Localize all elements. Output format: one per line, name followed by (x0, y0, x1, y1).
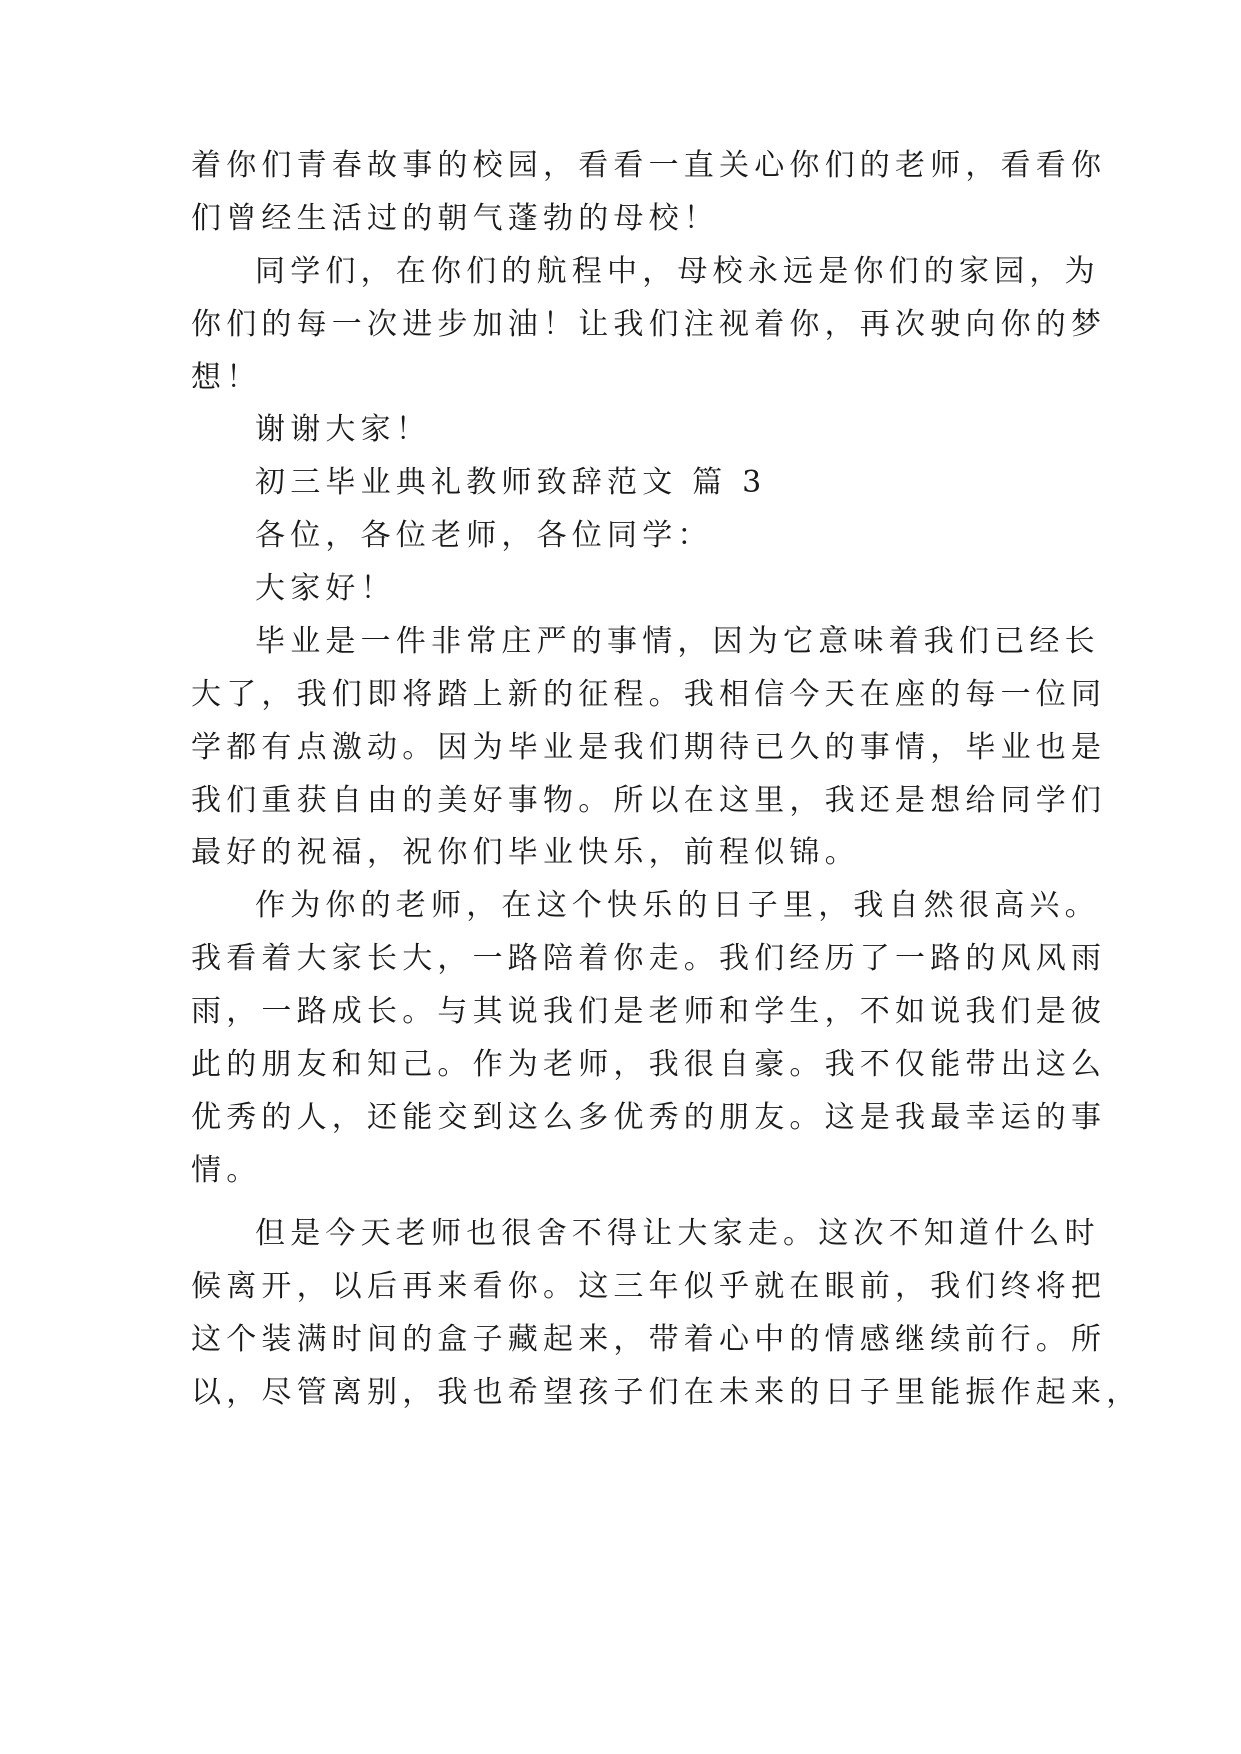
text-line: 同学们，在你们的航程中，母校永远是你们的家园，为 (255, 254, 1100, 289)
text-line: 大家好！ (255, 571, 396, 606)
text-line: 谢谢大家！ (255, 412, 431, 447)
text-line: 着你们青春故事的校园，看看一直关心你们的老师，看看你 (191, 148, 1107, 183)
text-line: 候离开，以后再来看你。这三年似乎就在眼前，我们终将把 (191, 1269, 1107, 1304)
text-line: 们曾经生活过的朝气蓬勃的母校！ (191, 201, 719, 236)
section-heading: 初三毕业典礼教师致辞范文 篇 3 (255, 465, 767, 500)
text-line: 这个装满时间的盒子藏起来，带着心中的情感继续前行。所 (191, 1322, 1107, 1357)
text-line: 以，尽管离别，我也希望孩子们在未来的日子里能振作起来， (191, 1375, 1142, 1410)
text-line: 想！ (191, 360, 262, 395)
text-line: 但是今天老师也很舍不得让大家走。这次不知道什么时 (255, 1216, 1100, 1251)
text-line: 最好的祝福，祝你们毕业快乐，前程似锦。 (191, 835, 860, 870)
text-line: 我看着大家长大，一路陪着你走。我们经历了一路的风风雨 (191, 941, 1107, 976)
text-line: 大了，我们即将踏上新的征程。我相信今天在座的每一位同 (191, 677, 1107, 712)
text-line: 优秀的人，还能交到这么多优秀的朋友。这是我最幸运的事 (191, 1100, 1107, 1135)
text-line: 我们重获自由的美好事物。所以在这里，我还是想给同学们 (191, 783, 1107, 818)
text-line: 各位，各位老师，各位同学： (255, 518, 713, 553)
text-line: 此的朋友和知己。作为老师，我很自豪。我不仅能带出这么 (191, 1047, 1107, 1082)
text-line: 毕业是一件非常庄严的事情，因为它意味着我们已经长 (255, 624, 1100, 659)
text-line: 你们的每一次进步加油！让我们注视着你，再次驶向你的梦 (191, 307, 1107, 342)
text-line: 情。 (191, 1153, 262, 1188)
text-line: 雨，一路成长。与其说我们是老师和学生，不如说我们是彼 (191, 994, 1107, 1029)
text-line: 作为你的老师，在这个快乐的日子里，我自然很高兴。 (255, 888, 1100, 923)
text-line: 学都有点激动。因为毕业是我们期待已久的事情，毕业也是 (191, 730, 1107, 765)
